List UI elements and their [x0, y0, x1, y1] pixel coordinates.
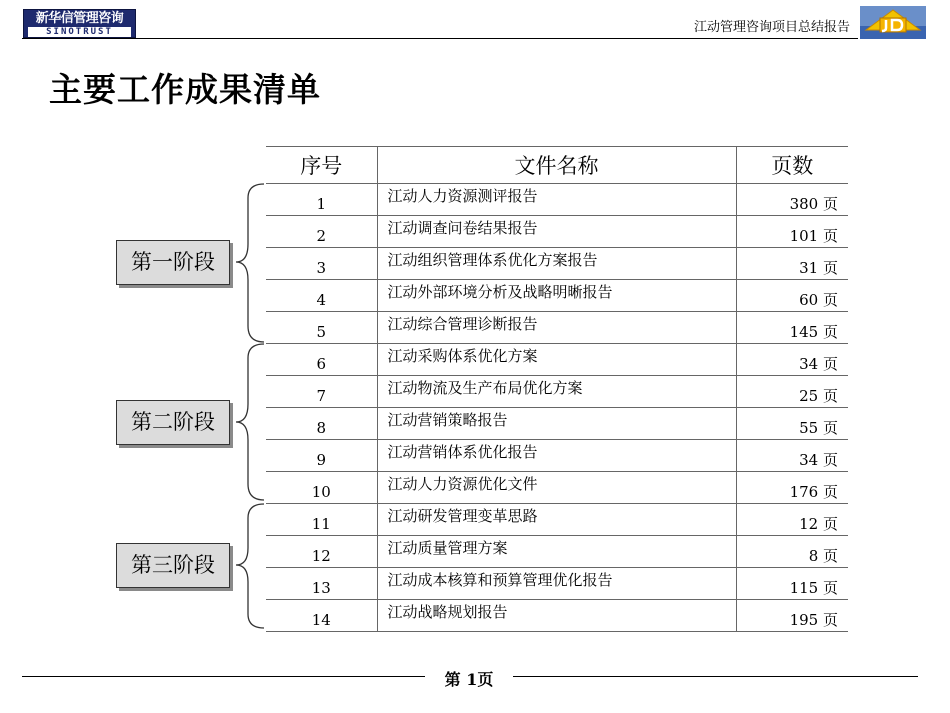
row-file-name: 江动调查问卷结果报告 [377, 216, 736, 248]
row-number: 4 [266, 280, 377, 312]
row-page-count: 34 页 [736, 440, 848, 472]
footer-divider-right [513, 676, 918, 677]
table-row [266, 248, 848, 280]
row-number: 5 [266, 312, 377, 344]
row-file-name: 江动研发管理变革思路 [377, 504, 736, 536]
row-number: 8 [266, 408, 377, 440]
logo-english-name: SINOTRUST [28, 27, 131, 37]
header-page-count: 页数 [736, 147, 848, 184]
footer-divider-left [22, 676, 425, 677]
row-page-count: 60 页 [736, 280, 848, 312]
report-title: 江动管理咨询项目总结报告 [693, 20, 850, 35]
row-page-count: 115 页 [736, 568, 848, 600]
table-row [266, 344, 848, 376]
table-row [266, 472, 848, 504]
row-file-name: 江动质量管理方案 [377, 536, 736, 568]
table-row [266, 216, 848, 248]
row-page-count: 55 页 [736, 408, 848, 440]
logo-chinese-name: 新华信管理咨询 [35, 11, 124, 26]
table-header-row [266, 147, 848, 184]
table-row [266, 280, 848, 312]
table-row [266, 408, 848, 440]
row-file-name: 江动营销策略报告 [377, 408, 736, 440]
row-number: 7 [266, 376, 377, 408]
row-page-count: 195 页 [736, 600, 848, 632]
row-file-name: 江动组织管理体系优化方案报告 [377, 248, 736, 280]
table-row [266, 600, 848, 632]
table-row [266, 184, 848, 216]
row-number: 13 [266, 568, 377, 600]
stage-3-label: 第三阶段 [116, 543, 230, 588]
row-page-count: 31 页 [736, 248, 848, 280]
header-file-name: 文件名称 [377, 147, 736, 184]
row-page-count: 145 页 [736, 312, 848, 344]
row-page-count: 380 页 [736, 184, 848, 216]
row-file-name: 江动外部环境分析及战略明晰报告 [377, 280, 736, 312]
row-page-count: 101 页 [736, 216, 848, 248]
results-table [266, 146, 848, 632]
brace-stage-3 [236, 504, 264, 628]
row-number: 12 [266, 536, 377, 568]
table-row [266, 376, 848, 408]
row-number: 10 [266, 472, 377, 504]
table-body [266, 184, 848, 632]
row-number: 9 [266, 440, 377, 472]
page-number: 第 1页 [444, 670, 494, 689]
row-page-count: 8 页 [736, 536, 848, 568]
table-row [266, 312, 848, 344]
row-number: 6 [266, 344, 377, 376]
page-title: 主要工作成果清单 [49, 70, 321, 109]
brace-stage-1 [236, 184, 264, 342]
row-file-name: 江动人力资源优化文件 [377, 472, 736, 504]
brace-stage-2 [236, 344, 264, 500]
row-file-name: 江动采购体系优化方案 [377, 344, 736, 376]
row-file-name: 江动人力资源测评报告 [377, 184, 736, 216]
row-file-name: 江动战略规划报告 [377, 600, 736, 632]
row-file-name: 江动物流及生产布局优化方案 [377, 376, 736, 408]
row-file-name: 江动营销体系优化报告 [377, 440, 736, 472]
table-row [266, 536, 848, 568]
row-number: 11 [266, 504, 377, 536]
header-serial-number: 序号 [266, 147, 377, 184]
row-file-name: 江动综合管理诊断报告 [377, 312, 736, 344]
stage-1-label: 第一阶段 [116, 240, 230, 285]
table-row [266, 568, 848, 600]
stage-2-label: 第二阶段 [116, 400, 230, 445]
row-number: 2 [266, 216, 377, 248]
table-row [266, 440, 848, 472]
row-number: 3 [266, 248, 377, 280]
row-page-count: 12 页 [736, 504, 848, 536]
row-page-count: 25 页 [736, 376, 848, 408]
table-row [266, 504, 848, 536]
row-file-name: 江动成本核算和预算管理优化报告 [377, 568, 736, 600]
row-number: 14 [266, 600, 377, 632]
row-number: 1 [266, 184, 377, 216]
row-page-count: 176 页 [736, 472, 848, 504]
row-page-count: 34 页 [736, 344, 848, 376]
